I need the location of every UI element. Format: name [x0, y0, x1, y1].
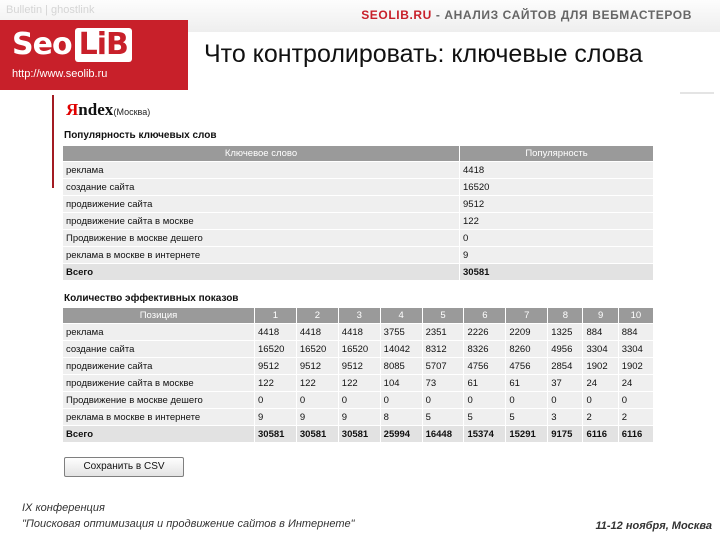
row-label-cell: Всего — [63, 264, 459, 280]
table-row — [63, 162, 653, 178]
value-cell: 6116 — [619, 426, 653, 442]
value-cell: 122 — [460, 213, 653, 229]
impressions-heading: Количество эффективных показов — [64, 293, 239, 304]
value-cell: 15291 — [506, 426, 547, 442]
row-label-cell: Продвижение в москве дешего — [63, 230, 459, 246]
value-cell: 0 — [423, 392, 464, 408]
table-row — [63, 179, 653, 195]
value-cell: 2226 — [464, 324, 505, 340]
row-label-cell: реклама в москве в интернете — [63, 247, 459, 263]
decor-grey-line — [680, 92, 714, 94]
logo-word-box: LiB — [75, 28, 132, 62]
value-cell: 9512 — [297, 358, 338, 374]
value-cell: 2351 — [423, 324, 464, 340]
table-row — [63, 409, 653, 425]
site-header — [361, 8, 692, 22]
row-label-cell: реклама — [63, 162, 459, 178]
value-cell: 16520 — [339, 341, 380, 357]
table-row — [63, 392, 653, 408]
value-cell: 61 — [464, 375, 505, 391]
row-label-cell: создание сайта — [63, 179, 459, 195]
footer-conference: IX конференция — [22, 502, 105, 514]
value-cell: 30581 — [339, 426, 380, 442]
impressions-table — [62, 307, 654, 443]
value-cell: 3755 — [381, 324, 422, 340]
value-cell: 0 — [619, 392, 653, 408]
value-cell: 8260 — [506, 341, 547, 357]
column-header: 8 — [548, 308, 582, 323]
value-cell: 8 — [381, 409, 422, 425]
value-cell: 9 — [339, 409, 380, 425]
value-cell: 9 — [460, 247, 653, 263]
value-cell: 122 — [339, 375, 380, 391]
popularity-table — [62, 145, 654, 281]
value-cell: 5 — [506, 409, 547, 425]
row-label-cell: Продвижение в москве дешего — [63, 392, 254, 408]
logo-wordmark — [12, 28, 132, 62]
value-cell: 104 — [381, 375, 422, 391]
row-label-cell: реклама в москве в интернете — [63, 409, 254, 425]
logo-word-main: Seo — [12, 27, 72, 62]
value-cell: 8312 — [423, 341, 464, 357]
value-cell: 37 — [548, 375, 582, 391]
value-cell: 0 — [381, 392, 422, 408]
value-cell: 6116 — [583, 426, 617, 442]
value-cell: 5 — [464, 409, 505, 425]
column-header: Популярность — [460, 146, 653, 161]
value-cell: 9175 — [548, 426, 582, 442]
value-cell: 0 — [548, 392, 582, 408]
value-cell: 0 — [255, 392, 296, 408]
table-row — [63, 247, 653, 263]
site-tagline: - АНАЛИЗ САЙТОВ ДЛЯ ВЕБМАСТЕРОВ — [431, 8, 692, 22]
column-header: 4 — [381, 308, 422, 323]
column-header: 9 — [583, 308, 617, 323]
row-label-cell: реклама — [63, 324, 254, 340]
yandex-region: - (Москва) — [108, 107, 151, 117]
value-cell: 73 — [423, 375, 464, 391]
table-row — [63, 358, 653, 374]
value-cell: 122 — [255, 375, 296, 391]
value-cell: 0 — [583, 392, 617, 408]
value-cell: 16448 — [423, 426, 464, 442]
row-label-cell: продвижение сайта в москве — [63, 375, 254, 391]
value-cell: 9512 — [460, 196, 653, 212]
value-cell: 16520 — [460, 179, 653, 195]
value-cell: 122 — [297, 375, 338, 391]
value-cell: 15374 — [464, 426, 505, 442]
value-cell: 1902 — [619, 358, 653, 374]
column-header: 10 — [619, 308, 653, 323]
decor-red-line — [52, 95, 54, 188]
column-header: 7 — [506, 308, 547, 323]
value-cell: 884 — [583, 324, 617, 340]
value-cell: 4756 — [464, 358, 505, 374]
value-cell: 9512 — [339, 358, 380, 374]
table-row — [63, 341, 653, 357]
value-cell: 0 — [464, 392, 505, 408]
value-cell: 2854 — [548, 358, 582, 374]
value-cell: 4418 — [255, 324, 296, 340]
value-cell: 4418 — [460, 162, 653, 178]
value-cell: 14042 — [381, 341, 422, 357]
value-cell: 0 — [460, 230, 653, 246]
row-label-cell: продвижение сайта в москве — [63, 213, 459, 229]
value-cell: 30581 — [460, 264, 653, 280]
value-cell: 1902 — [583, 358, 617, 374]
table-row — [63, 264, 653, 280]
value-cell: 2 — [619, 409, 653, 425]
value-cell: 3 — [548, 409, 582, 425]
table-row — [63, 230, 653, 246]
value-cell: 2209 — [506, 324, 547, 340]
popularity-heading: Популярность ключевых слов — [64, 130, 217, 141]
value-cell: 0 — [339, 392, 380, 408]
footer-conference-title: "Поисковая оптимизация и продвижение сайтов в Интернете" — [22, 518, 355, 530]
value-cell: 25994 — [381, 426, 422, 442]
table-row — [63, 375, 653, 391]
value-cell: 884 — [619, 324, 653, 340]
value-cell: 0 — [506, 392, 547, 408]
value-cell: 16520 — [255, 341, 296, 357]
value-cell: 1325 — [548, 324, 582, 340]
value-cell: 24 — [619, 375, 653, 391]
column-header: 2 — [297, 308, 338, 323]
column-header: 6 — [464, 308, 505, 323]
site-name: SEOLIB.RU — [361, 8, 432, 22]
value-cell: 4418 — [297, 324, 338, 340]
value-cell: 9512 — [255, 358, 296, 374]
yandex-logo — [66, 100, 113, 120]
value-cell: 5707 — [423, 358, 464, 374]
value-cell: 9 — [297, 409, 338, 425]
value-cell: 4956 — [548, 341, 582, 357]
column-header: 5 — [423, 308, 464, 323]
column-header: 3 — [339, 308, 380, 323]
table-row — [63, 213, 653, 229]
value-cell: 30581 — [297, 426, 338, 442]
row-label-cell: продвижение сайта — [63, 196, 459, 212]
value-cell: 4756 — [506, 358, 547, 374]
value-cell: 8326 — [464, 341, 505, 357]
column-header: Ключевое слово — [63, 146, 459, 161]
column-header: 1 — [255, 308, 296, 323]
value-cell: 0 — [297, 392, 338, 408]
row-label-cell: создание сайта — [63, 341, 254, 357]
logo-url: http://www.seolib.ru — [12, 68, 108, 80]
value-cell: 16520 — [297, 341, 338, 357]
row-label-cell: Всего — [63, 426, 254, 442]
value-cell: 8085 — [381, 358, 422, 374]
value-cell: 3304 — [619, 341, 653, 357]
yandex-logo-first: Я — [66, 100, 79, 119]
value-cell: 3304 — [583, 341, 617, 357]
column-header: Позиция — [63, 308, 254, 323]
value-cell: 30581 — [255, 426, 296, 442]
row-label-cell: продвижение сайта — [63, 358, 254, 374]
value-cell: 4418 — [339, 324, 380, 340]
save-csv-button[interactable]: Сохранить в CSV — [64, 457, 184, 477]
table-row — [63, 426, 653, 442]
footer-date: 11-12 ноября, Москва — [595, 520, 712, 532]
value-cell: 61 — [506, 375, 547, 391]
value-cell: 24 — [583, 375, 617, 391]
ghost-text: Bulletin | ghostlink — [6, 4, 95, 16]
table-row — [63, 196, 653, 212]
slide-title: Что контролировать: ключевые слова — [204, 40, 643, 68]
value-cell: 5 — [423, 409, 464, 425]
value-cell: 2 — [583, 409, 617, 425]
table-row — [63, 324, 653, 340]
yandex-logo-rest: ndex — [78, 100, 114, 119]
value-cell: 9 — [255, 409, 296, 425]
